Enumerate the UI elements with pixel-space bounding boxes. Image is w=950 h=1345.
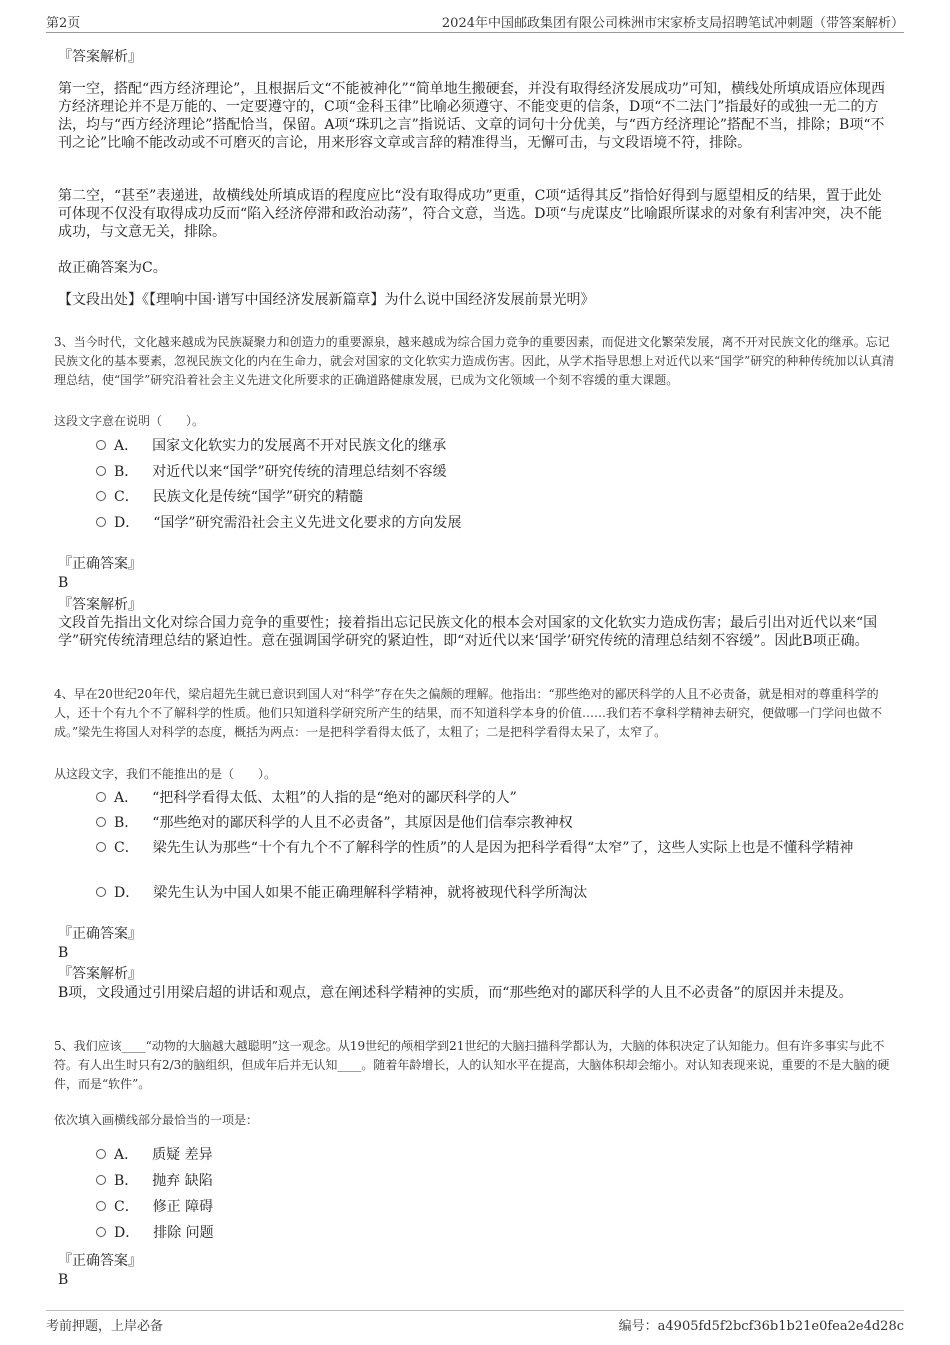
footer-slogan: 考前押题，上岸必备 — [46, 1319, 164, 1334]
q3-text: 3、当今时代，文化越来越成为民族凝聚力和创造力的重要源泉，越来越成为综合国力竞争的重要因素，而促进文化繁荣发展，离不开对民族文化的继承。忘记民族文化的基本要素，忽视民族文化的内在生命力，就会对国家的文化软实力造成伤害。因此，从学术指导思想上对近代以来“国学”研究的种种传统加以认真清理总结，使“国学”研究沿着社会主义先进文化所要求的正确道路健康发展，已成为文化领域一个刻不容缓的重大课题。 — [54, 335, 895, 387]
q4-answer: B — [58, 945, 69, 961]
q4-option-c[interactable]: C． 梁先生认为那些“十个有九个不了解科学的性质”的人是因为把科学看得“太窄”了，这些人实际上也是不懂科学精神 — [96, 837, 896, 859]
q3-analysis: 文段首先指出文化对综合国力竞争的重要性；接着指出忘记民族文化的根本会对国家的文化软实力造成伤害；最后引出对近代以来“国学”研究传统清理总结的紧迫性。意在强调国学研究的紧迫性，即“对近代以来‘国学’研究传统的清理总结刻不容缓”。因此B项正确。 — [58, 615, 878, 649]
q3-answer: B — [58, 575, 69, 591]
radio-icon[interactable] — [96, 1201, 106, 1211]
q2-analysis-para1: 第一空，搭配“西方经济理论”，且根据后文“不能被神化”“简单地生搬硬套，并没有取得经济发展成功”可知，横线处所填成语应体现西方经济理论并不是万能的、一定要遵守的，C项“金科玉律”比喻必须遵守、不能变更的信条，D项“不二法门”指最好的或独一无二的方法，均与“西方经济理论”搭配恰当，保留。A项“珠玑之言”指说话、文章的词句十分优美，与“西方经济理论”搭配不当，排除；B项“不刊之论”比喻不能改动或不可磨灭的言论，用来形容文章或言辞的精准得当，无懈可击，与文段语境不符，排除。 — [58, 81, 885, 151]
radio-icon[interactable] — [96, 842, 106, 852]
q3-ask: 这段文字意在说明（ ）。 — [54, 414, 205, 428]
q5-option-b[interactable]: B． 抛弃 缺陷 — [96, 1170, 896, 1192]
q5-text: 5、我们应该____“动物的大脑越大越聪明”这一观念。从19世纪的颅相学到21世纪的大脑扫描科学都认为，大脑的体积决定了认知能力。但有许多事实与此不符。有人出生时只有2/3的脑组织，但成年后并无认知____。随着年龄增长，人的认知水平在提高，大脑体积却会缩小。对认知表现来说，重要的不是大脑的硬件，而是“软件”。 — [54, 1039, 890, 1091]
q4-analysis: B项，文段通过引用梁启超的讲话和观点，意在阐述科学精神的实质，而“那些绝对的鄙厌科学的人且不必责备”的原因并未提及。 — [58, 985, 853, 1001]
radio-icon[interactable] — [96, 1175, 106, 1185]
q5-ask: 依次填入画横线部分最恰当的一项是： — [54, 1113, 259, 1127]
q5-option-a[interactable]: A． 质疑 差异 — [96, 1144, 896, 1166]
footer-serial: 编号：a4905fd5f2bcf36b1b21e0fea2e4d28c — [618, 1319, 904, 1334]
q4-option-b[interactable]: B． “那些绝对的鄙厌科学的人且不必责备”，其原因是他们信奉宗教神权 — [96, 812, 896, 834]
q4-answer-label: 『正确答案』 — [58, 926, 142, 942]
q4-ask: 从这段文字，我们不能推出的是（ ）。 — [54, 767, 277, 781]
q3-option-a[interactable]: A． 国家文化软实力的发展离不开对民族文化的继承 — [96, 435, 896, 457]
q3-option-b[interactable]: B． 对近代以来“国学”研究传统的清理总结刻不容缓 — [96, 461, 896, 483]
document-title: 2024年中国邮政集团有限公司株洲市宋家桥支局招聘笔试冲刺题（带答案解析） — [441, 16, 904, 31]
q5-option-c[interactable]: C． 修正 障碍 — [96, 1196, 896, 1218]
q4-option-d[interactable]: D． 梁先生认为中国人如果不能正确理解科学精神，就将被现代科学所淘汰 — [96, 882, 896, 904]
q3-option-d[interactable]: D． “国学”研究需沿社会主义先进文化要求的方向发展 — [96, 512, 896, 534]
radio-icon[interactable] — [96, 792, 106, 802]
radio-icon[interactable] — [96, 517, 106, 527]
q5-option-d[interactable]: D． 排除 问题 — [96, 1222, 896, 1244]
q4-text: 4、早在20世纪20年代，梁启超先生就已意识到国人对“科学”存在失之偏颇的理解。他指出：“那些绝对的鄙厌科学的人且不必责备，就是相对的尊重科学的人，还十个有九个不了解科学的性质。他们只知道科学研究所产生的结果，而不知道科学本身的价值……我们若不拿科学精神去研究，便做哪一门学问也做不成。”梁先生将国人对科学的态度，概括为两点：一是把科学看得太低了，太粗了；二是把科学看得太呆了，太窄了。 — [54, 687, 883, 739]
q2-answer-statement: 故正确答案为C。 — [58, 260, 167, 276]
page-footer — [46, 1310, 904, 1335]
page-number: 第2页 — [46, 16, 81, 31]
q4-option-a[interactable]: A． “把科学看得太低、太粗”的人指的是“绝对的鄙厌科学的人” — [96, 787, 896, 809]
q2-analysis-para2: 第二空，“甚至”表递进，故横线处所填成语的程度应比“没有取得成功”更重，C项“适得其反”指恰好得到与愿望相反的结果，置于此处可体现不仅没有取得成功反而“陷入经济停滞和政治动荡”，符合文意，当选。D项“与虎谋皮”比喻跟所谋求的对象有利害冲突，决不能成功，与文意无关，排除。 — [58, 188, 882, 240]
radio-icon[interactable] — [96, 887, 106, 897]
radio-icon[interactable] — [96, 466, 106, 476]
radio-icon[interactable] — [96, 491, 106, 501]
q5-answer: B — [58, 1272, 69, 1288]
radio-icon[interactable] — [96, 1149, 106, 1159]
q2-source: 【文段出处】《【理响中国·谱写中国经济发展新篇章】为什么说中国经济发展前景光明》 — [58, 292, 595, 308]
q5-answer-label: 『正确答案』 — [58, 1253, 142, 1269]
q3-analysis-label: 『答案解析』 — [58, 597, 142, 613]
q3-option-c[interactable]: C． 民族文化是传统“国学”研究的精髓 — [96, 486, 896, 508]
radio-icon[interactable] — [96, 1227, 106, 1237]
q2-analysis-label: 『答案解析』 — [58, 49, 142, 65]
radio-icon[interactable] — [96, 817, 106, 827]
page-header — [46, 10, 904, 33]
q4-analysis-label: 『答案解析』 — [58, 966, 142, 982]
radio-icon[interactable] — [96, 440, 106, 450]
q3-answer-label: 『正确答案』 — [58, 556, 142, 572]
